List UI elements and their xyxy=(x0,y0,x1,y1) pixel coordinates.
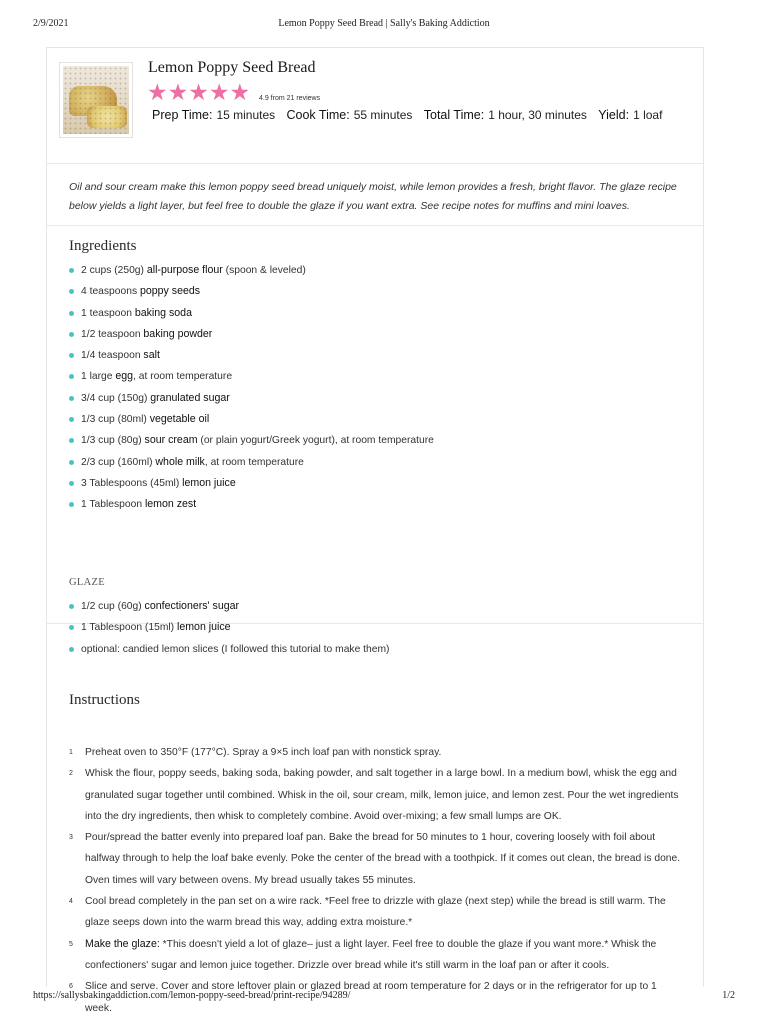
ingredient-item: 4 teaspoons poppy seeds xyxy=(69,281,434,302)
instruction-step: 6 Slice and serve. Cover and store leftover plain or glazed bread at room temperature for 2 days or in the refrigerator for up to 1 week. xyxy=(69,976,681,1019)
prep-time-label: Prep Time: xyxy=(152,108,213,122)
step-number: 5 xyxy=(69,940,73,948)
recipe-title: Lemon Poppy Seed Bread xyxy=(148,59,316,76)
bread-photo xyxy=(63,66,129,134)
star-icon[interactable]: ★ xyxy=(147,79,168,105)
star-icon[interactable]: ★ xyxy=(188,79,209,105)
recipe-summary: Oil and sour cream make this lemon poppy seed bread uniquely moist, while lemon provides a fresh, bright flavor. The glaze recipe below yields a light layer, but feel free to double the glaze if you want extra. See recipe notes for muffins and mini loaves. xyxy=(47,164,703,226)
total-time-label: Total Time: xyxy=(423,108,485,122)
ingredient-item: 1 Tablespoon (15ml) lemon juice xyxy=(69,617,389,638)
step-number: 4 xyxy=(69,898,73,906)
cook-time-label: Cook Time: xyxy=(286,108,350,122)
recipe-thumbnail xyxy=(59,62,133,138)
print-url[interactable]: https://sallysbakingaddiction.com/lemon-poppy-seed-bread/print-recipe/94289/ xyxy=(33,990,351,1001)
print-header xyxy=(33,18,735,32)
glaze-subheading: GLAZE xyxy=(69,577,105,588)
ingredient-item: 1 large egg, at room temperature xyxy=(69,366,434,387)
ingredient-item: 2/3 cup (160ml) whole milk, at room temperature xyxy=(69,452,434,473)
ingredient-item: 1/4 teaspoon salt xyxy=(69,345,434,366)
ingredients-section xyxy=(47,226,703,655)
ingredient-item: 1/3 cup (80g) sour cream (or plain yogurt/Greek yogurt), at room temperature xyxy=(69,430,434,451)
ingredient-item: 3/4 cup (150g) granulated sugar xyxy=(69,388,434,409)
step-number: 2 xyxy=(69,770,73,778)
star-icon[interactable]: ★ xyxy=(229,79,251,105)
print-footer xyxy=(33,990,735,1004)
ingredient-item: 1/3 cup (80ml) vegetable oil xyxy=(69,409,434,430)
instruction-steps xyxy=(69,742,681,1019)
step-number: 1 xyxy=(69,749,73,756)
cook-time-value: 55 minutes xyxy=(353,108,413,122)
step-number: 3 xyxy=(69,834,73,842)
star-icon[interactable]: ★ xyxy=(208,79,230,105)
yield-label: Yield: xyxy=(598,108,630,122)
print-page-number: 1/2 xyxy=(722,990,735,1001)
ingredient-item: 3 Tablespoons (45ml) lemon juice xyxy=(69,473,434,494)
instruction-step: 5 Make the glaze: *This doesn't yield a lot of glaze– just a light layer. Feel free to double the glaze if you want more.* Whisk the confectioners' sugar and lemon juice together. Drizzle over bread while it's still warm in the loaf pan or after it cools. xyxy=(69,934,681,977)
instruction-step: 4 Cool bread completely in the pan set on a wire rack. *Feel free to drizzle with glaze (next step) while the bread is still warm. The glaze seeps down into the warm bread this way, adding extra moisture.* xyxy=(69,891,681,934)
step-number: 6 xyxy=(69,983,73,991)
ingredient-item: 1 Tablespoon lemon zest xyxy=(69,494,434,515)
instruction-step: 1 Preheat oven to 350°F (177°C). Spray a 9×5 inch loaf pan with nonstick spray. xyxy=(69,742,681,763)
ingredient-item[interactable]: optional: candied lemon slices (I followed this tutorial to make them) xyxy=(69,639,389,660)
ingredient-item: 1/2 teaspoon baking powder xyxy=(69,324,434,345)
recipe-header xyxy=(47,48,703,164)
rating-summary: 4.9 from 21 reviews xyxy=(259,95,321,102)
star-icon[interactable]: ★ xyxy=(167,79,189,105)
ingredients-title: Ingredients xyxy=(69,238,137,254)
recipe-meta xyxy=(152,108,670,122)
prep-time-value: 15 minutes xyxy=(216,108,276,122)
instruction-step: 2 Whisk the flour, poppy seeds, baking soda, baking powder, and salt together in a large bowl. In a medium bowl, whisk the egg and granulated sugar together until combined. Whisk in the oil, sour cream, milk, lemon juice, and lemon zest. Pour the wet ingredients into the dry ingredients, then whisk to completely combine. Avoid over-mixing; a few small lumps are OK. xyxy=(69,763,681,827)
print-page-title: Lemon Poppy Seed Bread | Sally's Baking Addiction xyxy=(278,18,490,29)
instruction-step: 3 Pour/spread the batter evenly into prepared loaf pan. Bake the bread for 50 minutes to 1 hour, covering loosely with foil about halfway through to help the loaf bake evenly. Poke the center of the bread with a toothpick. If it comes out clean, the bread is done. Oven times will vary between ovens. My bread usually takes 55 minutes. xyxy=(69,827,681,891)
ingredient-list xyxy=(69,260,434,516)
total-time-value: 1 hour, 30 minutes xyxy=(488,108,587,122)
star-rating[interactable] xyxy=(147,81,250,103)
ingredient-item: 1 teaspoon baking soda xyxy=(69,303,434,324)
yield-value: 1 loaf xyxy=(633,108,663,122)
ingredient-item: 2 cups (250g) all-purpose flour (spoon & leveled) xyxy=(69,260,434,281)
instructions-title: Instructions xyxy=(69,692,140,708)
ingredient-item: 1/2 cup (60g) confectioners' sugar xyxy=(69,596,389,617)
print-date: 2/9/2021 xyxy=(33,18,69,29)
